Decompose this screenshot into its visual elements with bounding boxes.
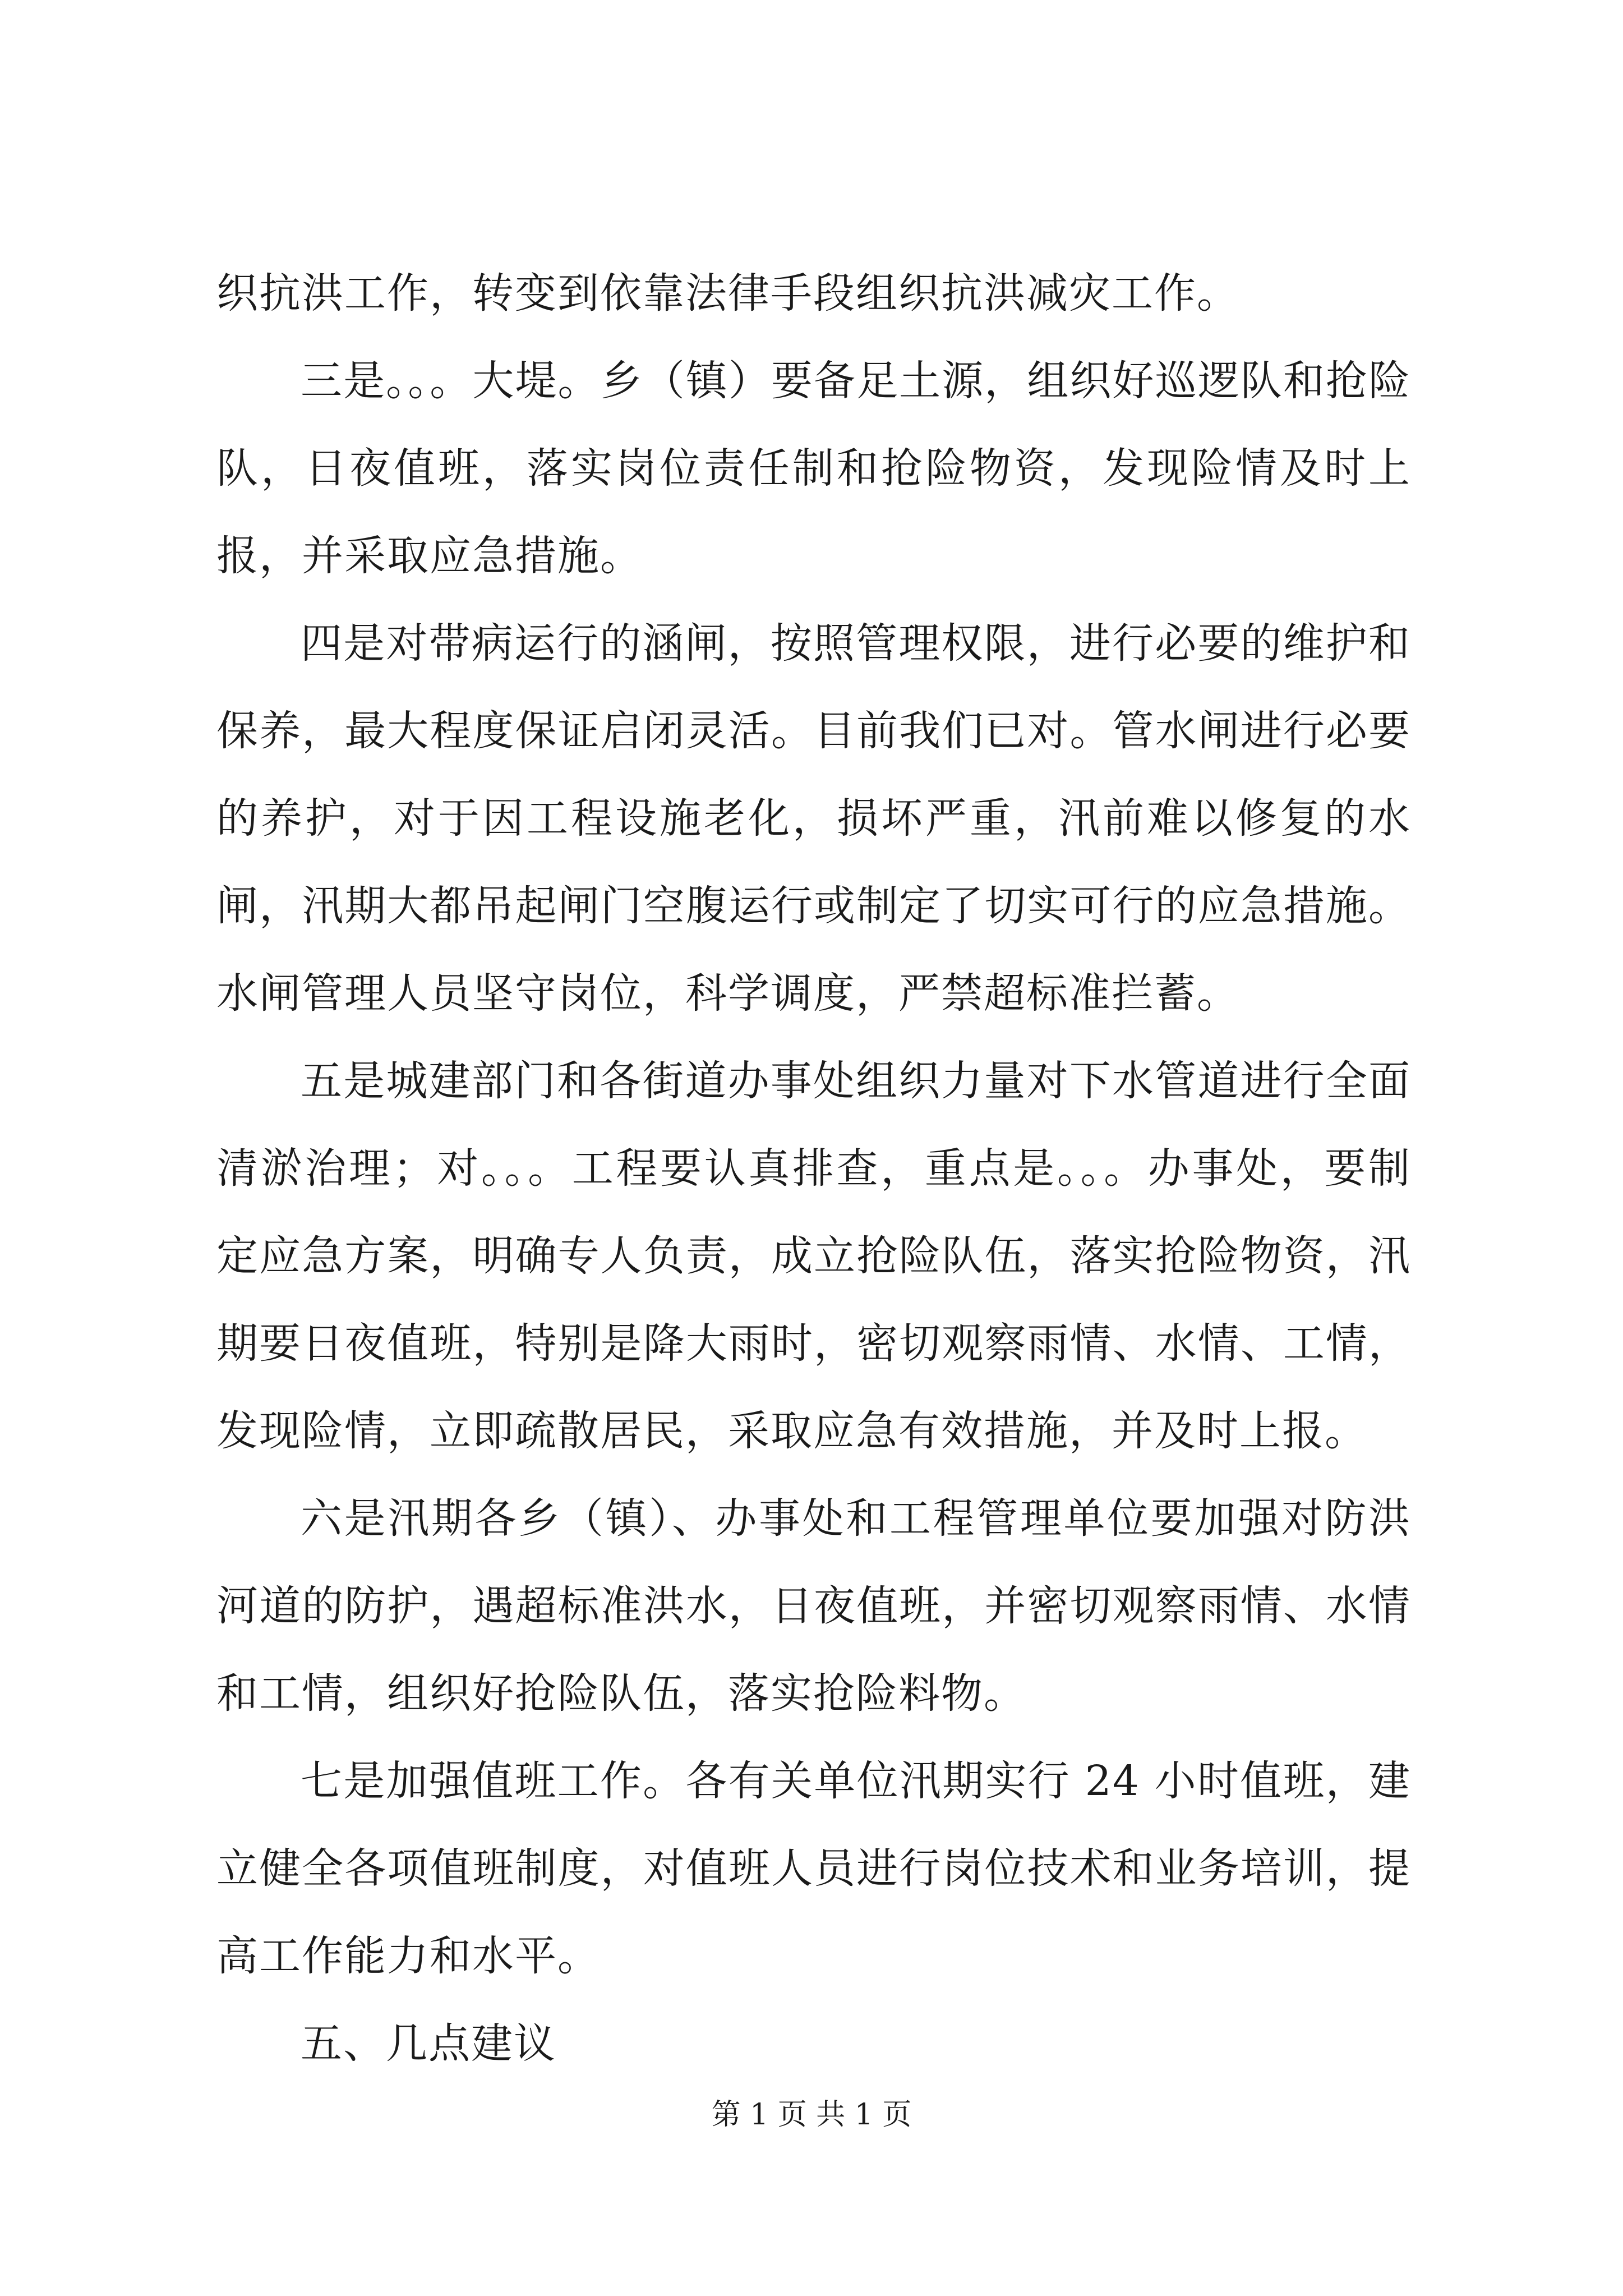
- paragraph-item-5: 五是城建部门和各街道办事处组织力量对下水管道进行全面清淤治理；对。。。工程要认真排查，重点是。。。办事处，要制定应急方案，明确专人负责，成立抢险队伍，落实抢险物资，汛期要日夜值班，特别是降大雨时，密切观察雨情、水情、工情，发现险情，立即疏散居民，采取应急有效措施，并及时上报。: [216, 1057, 1411, 1455]
- paragraph-continuation: 织抗洪工作，转变到依靠法律手段组织抗洪减灾工作。: [216, 269, 1239, 318]
- section-heading: 五、几点建议: [301, 2019, 556, 2068]
- paragraph-item-4: 四是对带病运行的涵闸，按照管理权限，进行必要的维护和保养，最大程度保证启闭灵活。目前我们已对。管水闸进行必要的养护，对于因工程设施老化，损坏严重，汛前难以修复的水闸，汛期大都吊起闸门空腹运行或制定了切实可行的应急措施。水闸管理人员坚守岗位，科学调度，严禁超标准拦蓄。: [216, 619, 1411, 1018]
- document-body: [216, 250, 1411, 2087]
- page-number-footer: 第 1 页 共 1 页: [711, 2098, 912, 2132]
- paragraph-item-3: 三是。。。大堤。乡（镇）要备足土源，组织好巡逻队和抢险队，日夜值班，落实岗位责任制和抢险物资，发现险情及时上报，并采取应急措施。: [216, 357, 1411, 580]
- paragraph-item-6: 六是汛期各乡（镇）、办事处和工程管理单位要加强对防洪河道的防护，遇超标准洪水，日夜值班，并密切观察雨情、水情和工情，组织好抢险队伍，落实抢险料物。: [216, 1494, 1411, 1718]
- paragraph-item-7: 七是加强值班工作。各有关单位汛期实行 24 小时值班，建立健全各项值班制度，对值班人员进行岗位技术和业务培训，提高工作能力和水平。: [216, 1757, 1411, 1980]
